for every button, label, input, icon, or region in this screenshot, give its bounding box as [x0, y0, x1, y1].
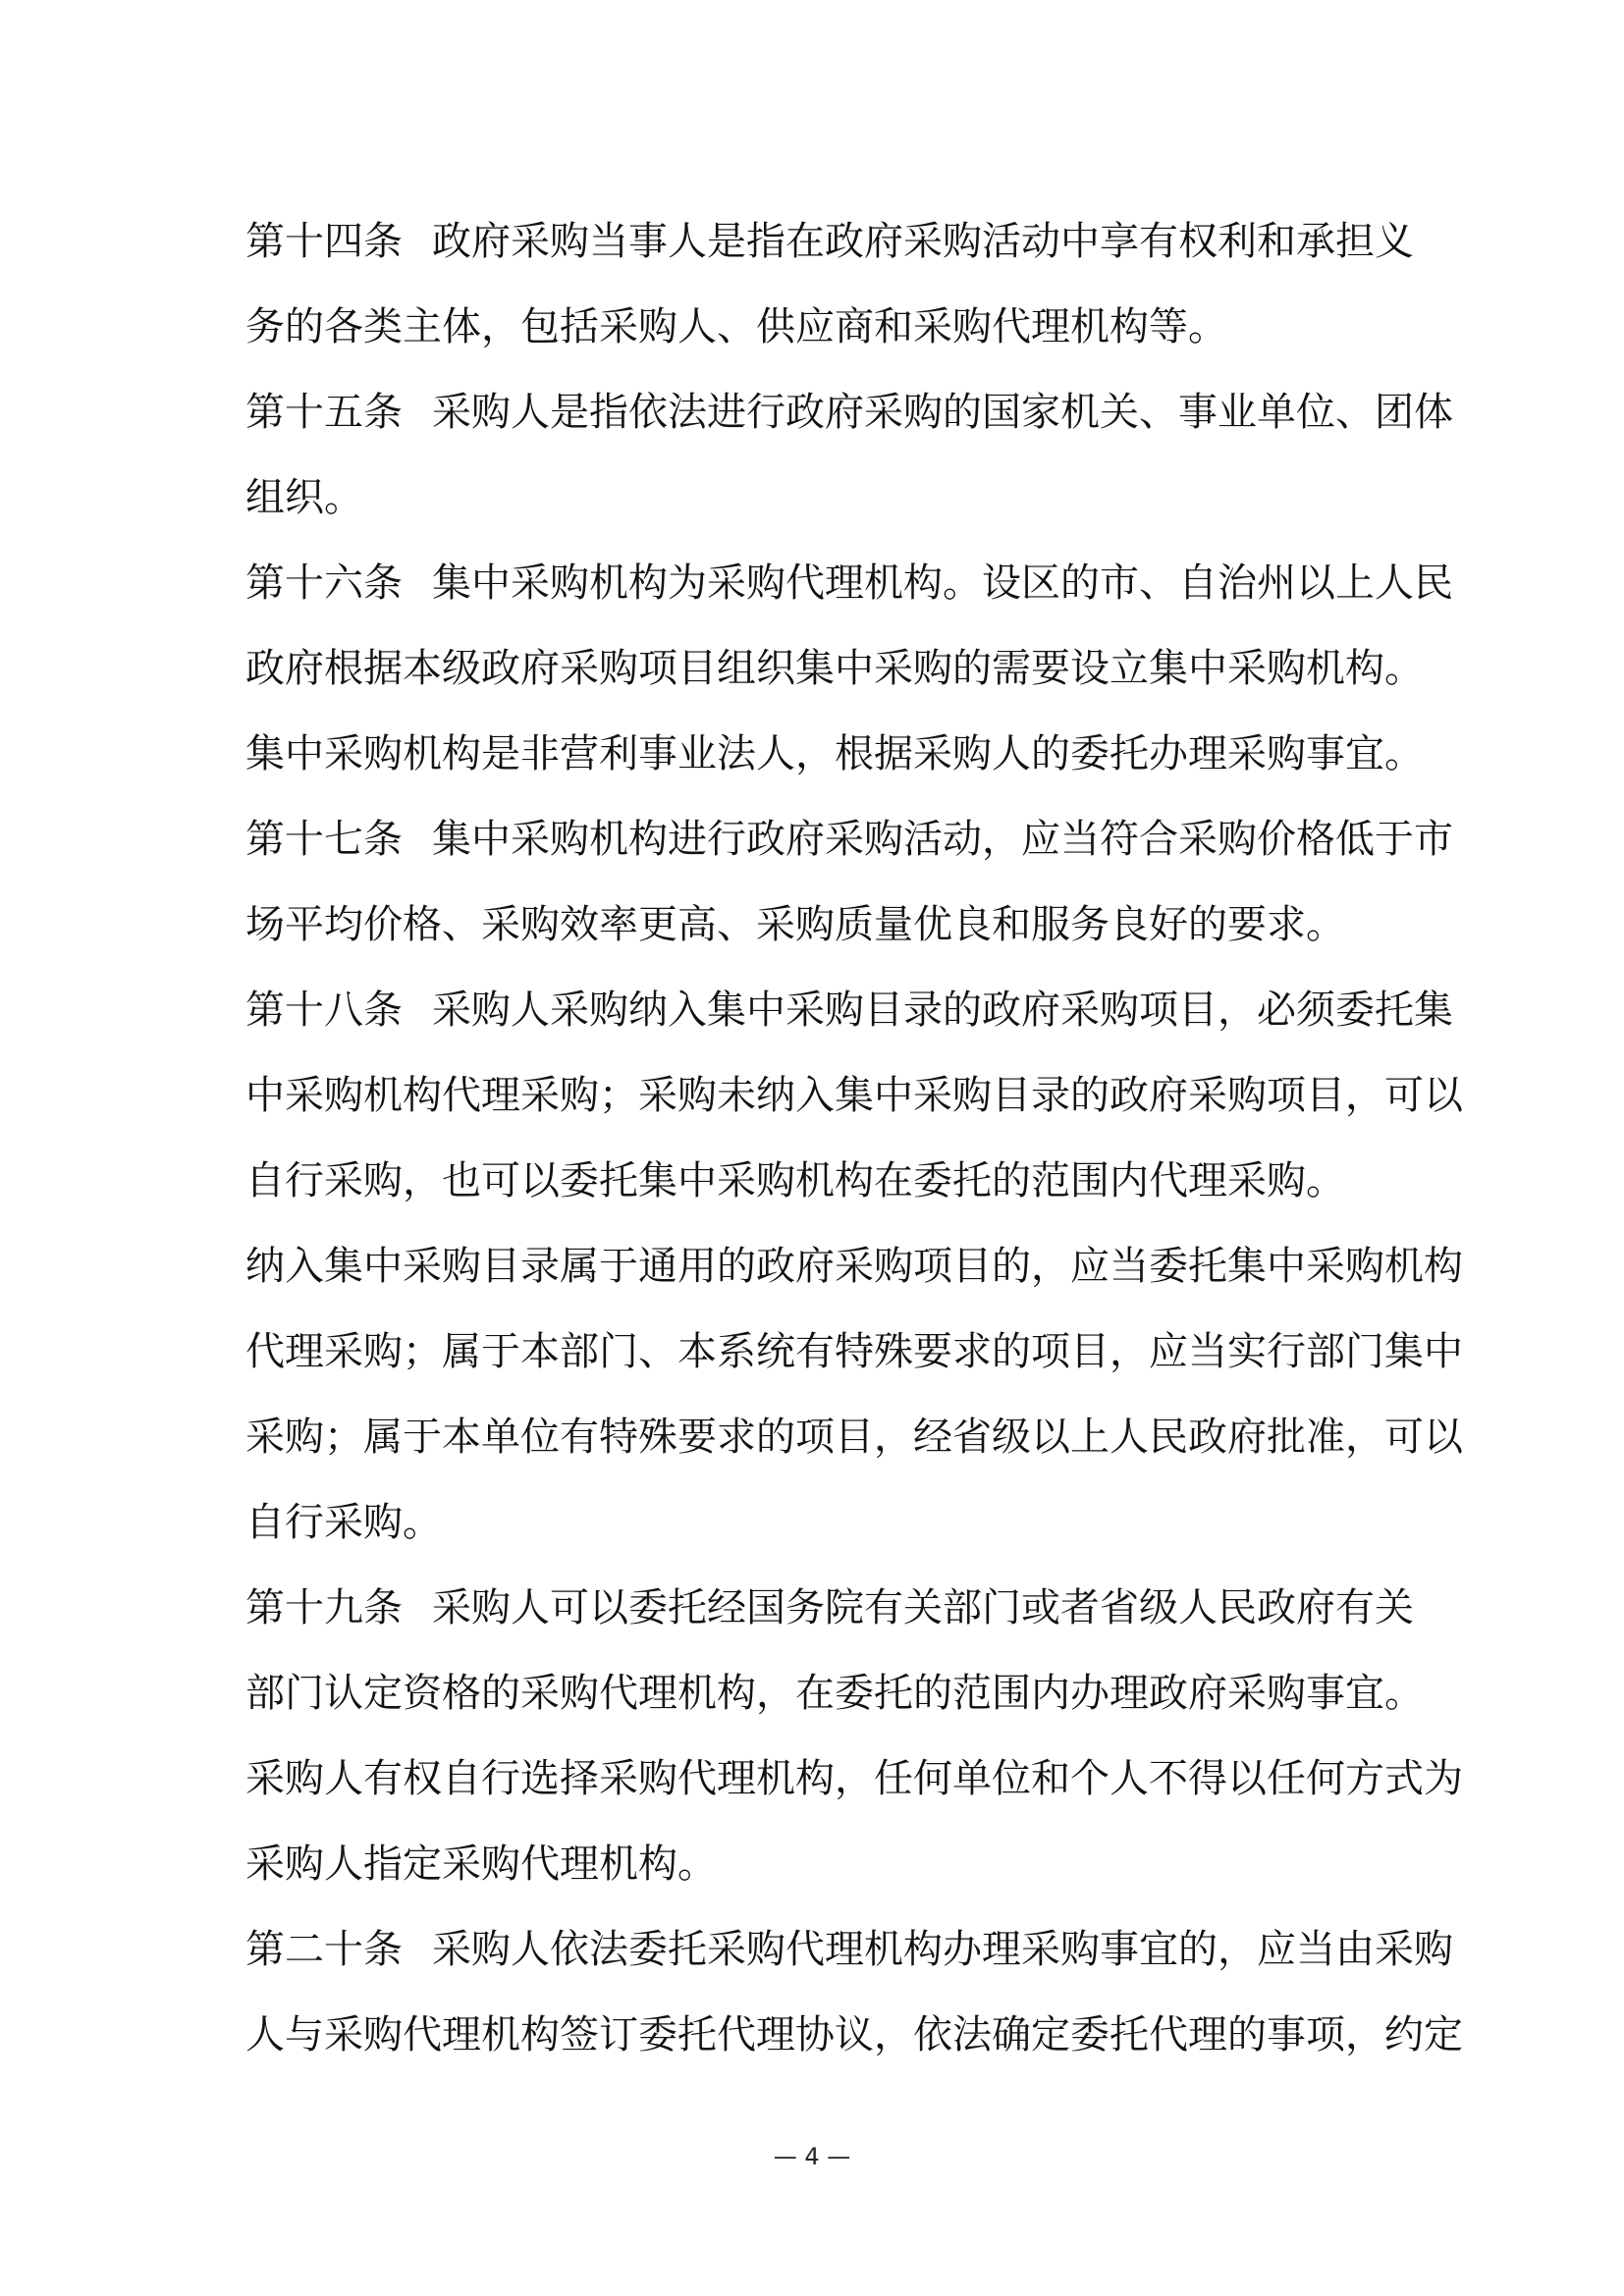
- article-line: 人与采购代理机构签订委托代理协议，依法确定委托代理的事项，约定: [245, 2012, 1463, 2057]
- article-line: 中采购机构代理采购；采购未纳入集中采购目录的政府采购项目，可以: [245, 1073, 1463, 1118]
- article-line: [245, 1566, 1414, 1651]
- article-line: 政府根据本级政府采购项目组织集中采购的需要设立集中采购机构。: [245, 646, 1424, 691]
- article-line: [245, 199, 1414, 285]
- article-text: 采购人依法委托采购代理机构办理采购事宜的，应当由采购: [432, 1927, 1453, 1972]
- article-line: 代理采购；属于本部门、本系统有特殊要求的项目，应当实行部门集中: [245, 1329, 1463, 1374]
- article-line: 采购人指定采购代理机构。: [245, 1842, 717, 1887]
- article-line: 采购；属于本单位有特殊要求的项目，经省级以上人民政府批准，可以: [245, 1415, 1463, 1460]
- article-text: 集中采购机构为采购代理机构。设区的市、自治州以上人民: [432, 561, 1453, 606]
- document-body: [245, 199, 1463, 2078]
- article-number: 第十四条: [245, 219, 403, 264]
- article-line: 采购人有权自行选择采购代理机构，任何单位和个人不得以任何方式为: [245, 1756, 1463, 1801]
- article-line: [245, 968, 1453, 1053]
- article-line: [245, 370, 1453, 455]
- article-text: 政府采购当事人是指在政府采购活动中享有权利和承担义: [432, 219, 1414, 264]
- article-line: 部门认定资格的采购代理机构，在委托的范围内办理政府采购事宜。: [245, 1671, 1424, 1716]
- article-line: 务的各类主体，包括采购人、供应商和采购代理机构等。: [245, 304, 1227, 349]
- article-text: 集中采购机构进行政府采购活动，应当符合采购价格低于市: [432, 817, 1453, 862]
- article-number: 第十七条: [245, 817, 403, 862]
- article-number: 第十九条: [245, 1585, 403, 1630]
- article-number: 第十六条: [245, 561, 403, 606]
- article-number: 第二十条: [245, 1927, 403, 1972]
- article-line: [245, 1907, 1453, 1993]
- article-line: 纳入集中采购目录属于通用的政府采购项目的，应当委托集中采购机构: [245, 1244, 1463, 1289]
- article-number: 第十五条: [245, 390, 403, 435]
- article-number: 第十八条: [245, 988, 403, 1033]
- page-number: — 4 —: [773, 2143, 851, 2170]
- article-line: 自行采购。: [245, 1500, 442, 1545]
- article-line: 组织。: [245, 475, 363, 520]
- article-text: 采购人采购纳入集中采购目录的政府采购项目，必须委托集: [432, 988, 1453, 1033]
- article-line: [245, 541, 1453, 626]
- article-line: 场平均价格、采购效率更高、采购质量优良和服务良好的要求。: [245, 902, 1345, 947]
- article-line: 自行采购，也可以委托集中采购机构在委托的范围内代理采购。: [245, 1158, 1345, 1203]
- article-text: 采购人是指依法进行政府采购的国家机关、事业单位、团体: [432, 390, 1453, 435]
- article-text: 采购人可以委托经国务院有关部门或者省级人民政府有关: [432, 1585, 1414, 1630]
- article-line: 集中采购机构是非营利事业法人，根据采购人的委托办理采购事宜。: [245, 731, 1424, 776]
- article-line: [245, 797, 1453, 882]
